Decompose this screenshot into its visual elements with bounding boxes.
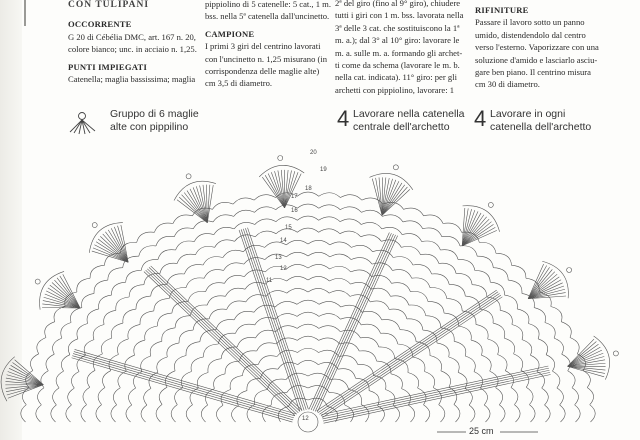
fan-stitch xyxy=(207,185,210,223)
legend-text: alte con pippilino xyxy=(110,121,189,133)
mesh-round xyxy=(216,348,399,422)
round-label: 17 xyxy=(291,194,298,200)
text-line: m. a. sulle m. a. formando gli archet- xyxy=(335,47,463,58)
spoke-line xyxy=(309,233,389,410)
spoke-line xyxy=(313,234,393,411)
fan-stitch xyxy=(528,266,547,299)
fan-stitch xyxy=(8,385,43,399)
text-line: verso l'esterno. Vaporizzare con una xyxy=(475,42,599,53)
campione-heading: CAMPIONE xyxy=(205,28,255,39)
round-label: 19 xyxy=(320,167,327,173)
round-label: 13 xyxy=(275,255,282,261)
mesh-round xyxy=(21,192,595,422)
text-line: I primi 3 giri del centrino lavorati xyxy=(205,41,321,52)
fan-stitch xyxy=(376,178,382,215)
legend-text: catenella dell'archetto xyxy=(490,121,592,133)
fan-stitch xyxy=(462,219,489,246)
text-line: Catenella; maglia bassissima; maglia xyxy=(68,74,196,85)
text-line: archetti con pippiolino, lavorare: 1 xyxy=(335,84,455,95)
text-line: colore bianco; unc. in acciaio n. 1,25. xyxy=(68,44,197,55)
fan-stitch xyxy=(462,227,495,246)
picot-icon xyxy=(488,202,493,207)
text-line: G 20 di Cébélia DMC, art. 167 n. 20, xyxy=(68,31,196,42)
legend-text: Gruppo di 6 maglie xyxy=(110,108,199,120)
fan-stitch xyxy=(271,172,284,208)
text-line: cm 3,5 di diametro. xyxy=(205,78,273,89)
spoke-line xyxy=(72,358,293,422)
mesh-round xyxy=(247,373,369,422)
scale-label: 25 cm xyxy=(469,426,494,436)
mesh-round xyxy=(111,264,505,422)
picot-icon xyxy=(567,268,572,273)
stitch-4-icon: 4 xyxy=(474,106,487,131)
legend-text: Lavorare nella catenella xyxy=(353,108,465,120)
spoke-line xyxy=(151,266,302,410)
text-line: bss. nella 5ª catenella dall'uncinetto. xyxy=(205,11,330,22)
text-line: nella cat. indicata). 11° giro: per gli xyxy=(335,72,457,83)
spoke-line xyxy=(72,356,293,420)
fan-stitch xyxy=(13,362,44,384)
spoke-line xyxy=(318,292,498,413)
text-line: gare ben piano. Il centrino misura xyxy=(475,67,591,78)
round-label: 14 xyxy=(280,238,287,244)
round-label: 16 xyxy=(291,208,298,214)
fan-stitch xyxy=(382,185,405,215)
picot-icon xyxy=(35,279,40,284)
spoke-line xyxy=(73,354,294,418)
fan-stitch xyxy=(262,177,284,208)
text-line: 2ª del giro (fino al 9° giro), chiudere xyxy=(335,0,461,8)
legend-text: Lavorare in ogni xyxy=(490,108,566,120)
fan-stitch xyxy=(6,385,43,392)
spoke-line xyxy=(317,290,497,411)
text-line: tutti i giri con 1 m. bss. lavorata nella xyxy=(335,10,464,21)
round-label: 18 xyxy=(305,186,312,192)
round-label: 12 xyxy=(280,266,287,272)
picot-icon xyxy=(613,351,618,356)
spoke-line xyxy=(323,372,550,421)
mesh-round xyxy=(126,276,490,422)
fan-stitch xyxy=(285,172,298,208)
spoke-line xyxy=(146,270,297,414)
text-line: cm 30 di diametro. xyxy=(475,79,540,90)
stitch-4-icon: 4 xyxy=(337,106,350,131)
center-label: 12 xyxy=(302,416,309,422)
text-line: umido, distendendolo dal centro xyxy=(475,29,586,40)
picot-icon xyxy=(393,165,398,170)
spoke-line xyxy=(324,374,551,423)
spoke-line xyxy=(241,229,302,411)
spoke-line xyxy=(319,293,499,414)
fan-stitch xyxy=(207,185,213,223)
text-line: Passare il lavoro sotto un panno xyxy=(475,17,585,28)
legend-text: centrale dell'archetto xyxy=(353,121,450,133)
fan-stitch xyxy=(528,272,555,299)
text-line: pippiolino di 5 catenelle: 5 cat., 1 m. xyxy=(205,0,332,9)
round-label: 11 xyxy=(266,278,273,284)
picot-icon xyxy=(186,174,191,179)
text-line: soluzione d'amido e lasciarlo asciu- xyxy=(475,54,598,65)
fan-stitch xyxy=(8,371,44,384)
fan-stitch xyxy=(182,195,208,223)
spoke-line xyxy=(149,267,300,411)
fan-stitch xyxy=(285,170,292,207)
rifiniture-heading: RIFINITURE xyxy=(475,5,529,15)
text-line: 3ª delle 3 cat. che sostituiscono la 1ª xyxy=(335,22,460,33)
text-line: con l'uncinetto n. 1,25 misurano (in xyxy=(205,53,328,64)
round-label: 15 xyxy=(285,225,292,231)
round-label: 20 xyxy=(310,150,317,156)
picot-icon xyxy=(278,156,283,161)
text-line: ti come da schema (lavorare le m. b. xyxy=(335,60,460,71)
punti-heading: PUNTI IMPIEGATI xyxy=(68,61,147,72)
title-fragment: CON TULIPANI xyxy=(68,0,150,10)
fan-stitch xyxy=(568,344,599,366)
occorrente-heading: OCCORRENTE xyxy=(68,19,132,30)
spoke-line xyxy=(317,236,397,413)
mesh-round xyxy=(171,312,445,422)
text-line: corrispondenza delle maglie alte) xyxy=(205,66,320,77)
mesh-round xyxy=(51,216,565,422)
picot-icon xyxy=(92,223,97,228)
center-ring xyxy=(298,412,318,432)
text-line: m. a.); dal 3° al 10° giro: lavorare le xyxy=(335,35,460,46)
